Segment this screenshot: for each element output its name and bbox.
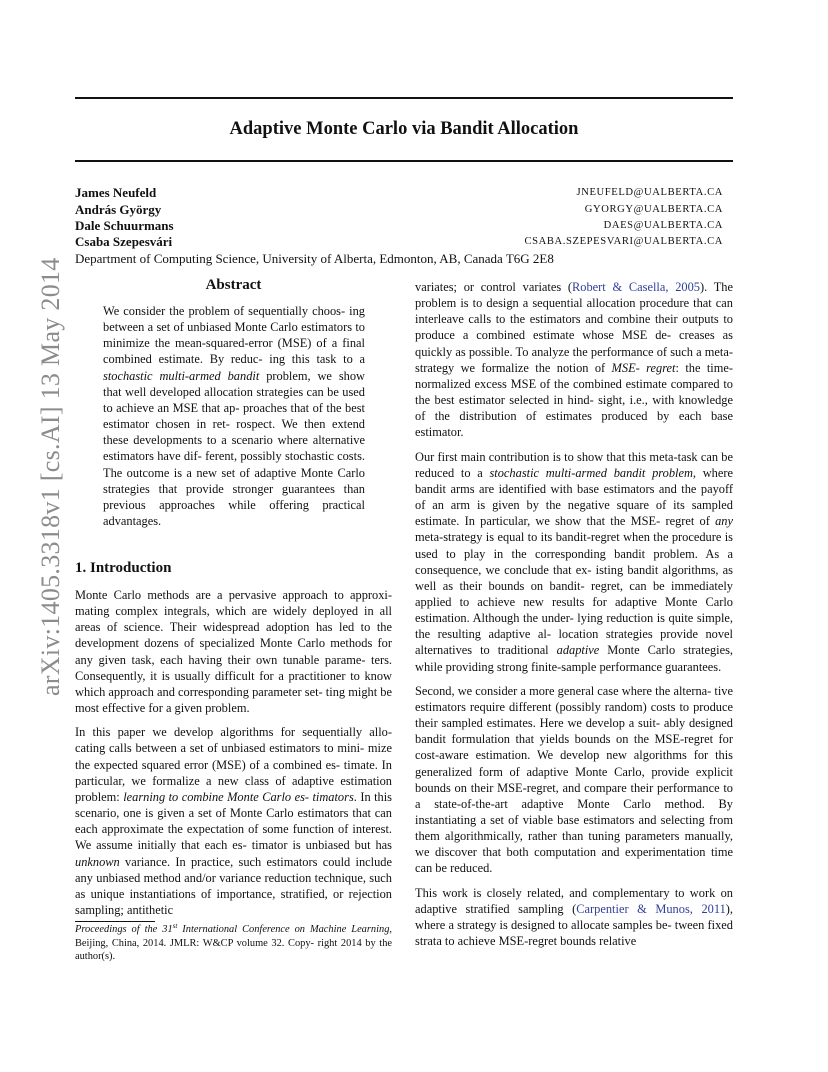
text-run: meta-strategy is equal to its bandit-regret when the procedure is used to play in the corresponding bandit problem. As a consequence, we conclude that ex- isting bandit algorithms, as well as their bounds on bandit- regret, can be immediately applied to achieve new results for adaptive Monte Carlo estimation. Although the under- lying reduction is quite simple, the resulting adaptive al- location strategies provide novel alternatives to traditional <box>415 530 733 658</box>
author-name: András György <box>75 202 162 217</box>
footnote <box>75 923 392 964</box>
text-run: Our first main contribution is to show that this meta-task can be reduced to a <box>415 449 733 480</box>
emphasis: any <box>715 514 733 529</box>
author-email[interactable]: DAES@UALBERTA.CA <box>603 220 723 231</box>
footnote-superscript: st <box>172 922 178 930</box>
abstract-emphasis: stochastic multi-armed bandit <box>103 368 260 383</box>
citation-link[interactable]: Robert & Casella, 2005 <box>572 280 700 294</box>
intro-paragraph: Monte Carlo methods are a pervasive approach to approxi- mating complex integrals, which are widely deployed in all areas of science. Their widespread adoption has led to the development dozens of specialized Monte Carlo methods for any given task, each having their own tunable parame- ters. Consequently, it is usually difficult for a practitioner to know which approach and corresponding parameter set- ting might be most effective for a given problem. <box>75 588 392 716</box>
text-run: This work is closely related, and complementary to work on adaptive stratified sampling ( <box>415 885 733 916</box>
author-email[interactable]: GYORGY@UALBERTA.CA <box>584 204 723 215</box>
title-bottom-rule <box>75 160 733 162</box>
body-paragraph <box>415 279 733 441</box>
citation-link[interactable]: Carpentier & Munos, 2011 <box>576 901 726 916</box>
text-run: Monte Carlo strategies, while providing strong finite-sample performance guarantees. <box>415 643 734 674</box>
section-heading-introduction: 1. Introduction <box>75 560 172 576</box>
author-email[interactable]: JNEUFELD@UALBERTA.CA <box>576 187 723 198</box>
abstract-heading: Abstract <box>205 277 262 293</box>
abstract-text-part: problem, we show that well developed allocation strategies can be used to achieve an MSE that ap- proaches that of the best estimator chosen in ret- rospect. We then extend these developments to a scenario where alternative estimators have dif- ferent, possibly stochastic costs. The outcome is a new set of adaptive Monte Carlo strategies that provide stronger guarantees than previous approaches while offering practical advantages. <box>103 368 365 529</box>
affiliation: Department of Computing Science, University of Alberta, Edmonton, AB, Canada T6G 2E8 <box>75 251 554 266</box>
paper-title: Adaptive Monte Carlo via Bandit Allocation <box>229 119 579 139</box>
footnote-rule <box>75 921 155 922</box>
body-paragraph <box>415 885 733 950</box>
body-paragraph <box>415 449 733 675</box>
text-run: ). The problem is to design a sequential allocation procedure that can interleave calls to the estimators and combine their outputs to produce a combined estimate whose MSE de- creases as quickly as possible. To analyze the performance of such a meta-strategy we formalize the notion of <box>415 280 733 375</box>
text-run: : the time-normalized excess MSE of the combined estimate compared to the best estimator selected in hind- sight, i.e., with knowledge of the distribution of estimates produced by each base estimator. <box>415 360 733 440</box>
footnote-text: International Conference on Machine Learning <box>177 924 390 935</box>
left-column-body <box>75 587 392 918</box>
text-run: . In this scenario, one is given a set of Monte Carlo estimators that can each approximate the expectation of some function of interest. We assume initially that each es- timator is unbiased but has <box>75 789 392 853</box>
author-email[interactable]: CSABA.SZEPESVARI@UALBERTA.CA <box>524 236 723 247</box>
right-column-body <box>415 279 733 949</box>
intro-paragraph <box>75 724 392 918</box>
text-run: ), where a strategy is designed to allocate samples be- tween fixed strata to achieve MSE-regret bounds relative <box>415 901 733 949</box>
author-name: James Neufeld <box>75 185 157 200</box>
abstract-text <box>103 303 365 529</box>
top-rule <box>75 97 733 99</box>
footnote-text: Proceedings of the 31 <box>75 924 173 935</box>
emphasis: unknown <box>75 854 120 869</box>
text-run: variance. In practice, such estimators could include any unbiased method and/or variance reduction technique, such as unique instantiations of importance, stratified, or rejection sampling; antithetic <box>75 854 392 917</box>
abstract-text-part: We consider the problem of sequentially choos- ing between a set of unbiased Monte Carlo estimators to minimize the mean-squared-error (MSE) of a final combined estimate. By reduc- ing this task to a <box>103 304 365 367</box>
arxiv-stamp: arXiv:1405.3318v1 [cs.AI] 13 May 2014 <box>36 257 65 696</box>
emphasis: learning to combine Monte Carlo es- timators <box>123 789 354 804</box>
author-name: Csaba Szepesvári <box>75 234 173 249</box>
author-name: Dale Schuurmans <box>75 218 174 233</box>
body-paragraph: Second, we consider a more general case where the alterna- tive estimators require different (possibly random) costs to produce their sampled estimates. Here we develop a suit- ably designed bandit formulation that yields bounds on the MSE-regret for cost-aware estimation. We develop new algorithms for this generalized form of adaptive Monte Carlo, provide explicit bounds on their MSE-regret, and compare their performance to a state-of-the-art adaptive Monte Carlo method. By instantiating a set of viable base estimators and selecting from them algorithmically, rather than tuning parameters manually, we discover that both computation and experimentation time can be reduced. <box>415 683 733 876</box>
text-run: , where bandit arms are identified with base estimators and the payoff of an arm is given by the negative square of its sampled estimate. In particular, we show that the MSE- regret of <box>415 465 733 529</box>
emphasis: adaptive <box>556 643 600 658</box>
text-run: In this paper we develop algorithms for sequentially allo- cating calls between a set of unbiased estimators to mini- mize the expected squared error (MSE) of a combined es- timate. In particular, we formalize a new class of adaptive estimation problem: <box>75 725 392 804</box>
emphasis: stochastic multi-armed bandit problem <box>489 465 693 480</box>
footnote-text: , Beijing, China, 2014. JMLR: W&CP volume 32. Copy- right 2014 by the author(s). <box>75 924 392 962</box>
text-run: variates; or control variates ( <box>415 280 573 294</box>
emphasis: MSE- regret <box>611 360 676 375</box>
